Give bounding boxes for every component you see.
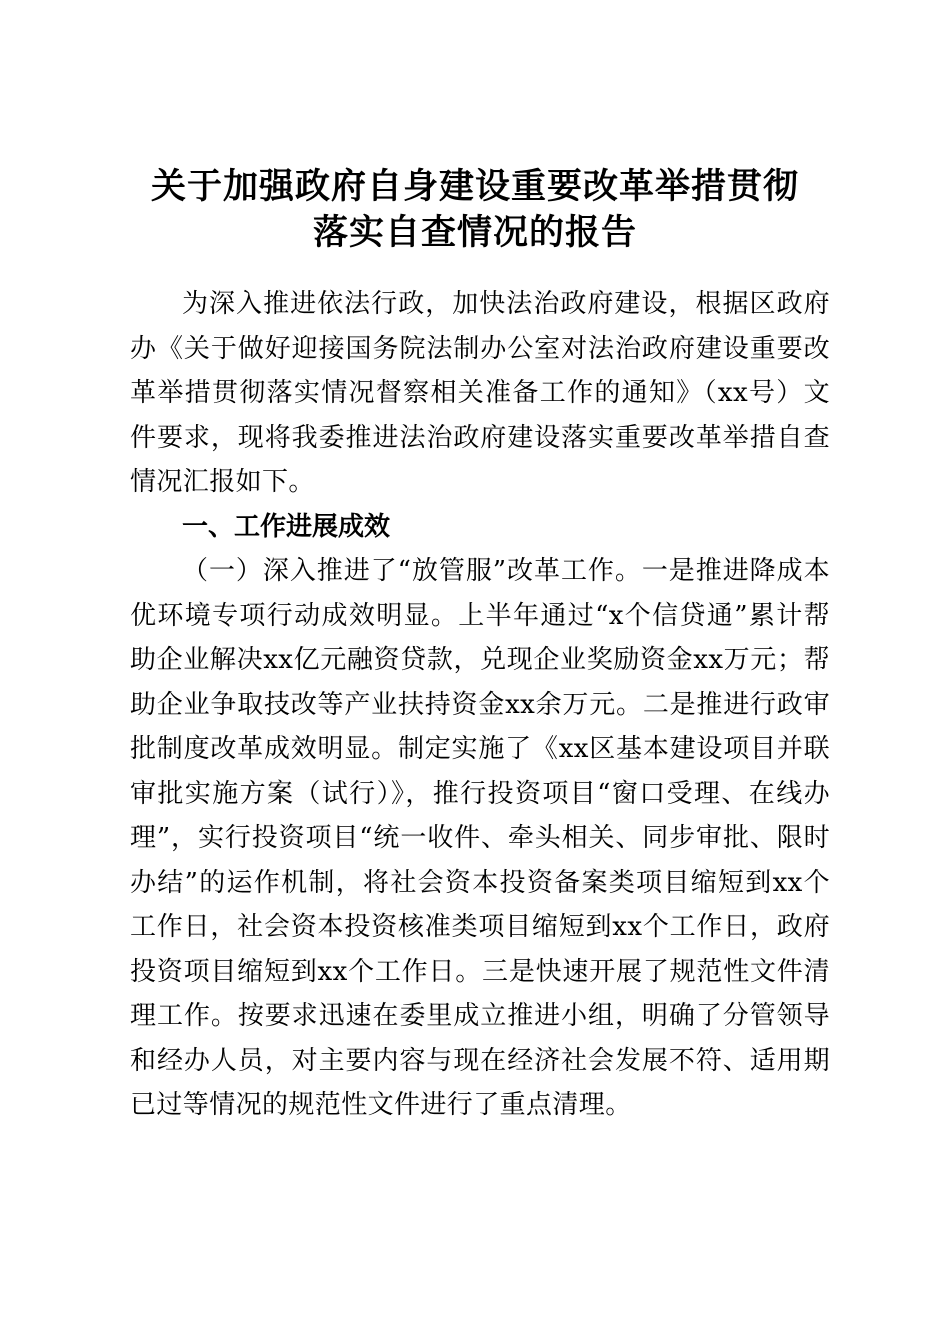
- body-paragraph: （一）深入推进了“放管服”改革工作。一是推进降成本优环境专项行动成效明显。上半年通过“x个信贷通”累计帮助企业解决xx亿元融资贷款，兑现企业奖励资金xx万元；帮助企业争取技改等产业扶持资金xx余万元。二是推进行政审批制度改革成效明显。制定实施了《xx区基本建设项目并联审批实施方案（试行）》，推行投资项目“窗口受理、在线办理”，实行投资项目“统一收件、牵头相关、同步审批、限时办结”的运作机制，将社会资本投资备案类项目缩短到xx个工作日，社会资本投资核准类项目缩短到xx个工作日，政府投资项目缩短到xx个工作日。三是快速开展了规范性文件清理工作。按要求迅速在委里成立推进小组，明确了分管领导和经办人员，对主要内容与现在经济社会发展不符、适用期已过等情况的规范性文件进行了重点清理。: [130, 556, 830, 1120]
- section-heading: 一、工作进展成效: [182, 511, 391, 542]
- intro-paragraph: 为深入推进依法行政，加快法治政府建设，根据区政府办《关于做好迎接国务院法制办公室对法治政府建设重要改革举措贯彻落实情况督察相关准备工作的通知》（xx号）文件要求，现将我委推进法治政府建设落实重要改革举措自查情况汇报如下。: [130, 289, 830, 497]
- document-title: [120, 164, 830, 256]
- document-body: [130, 282, 830, 1128]
- title-line-2: 落实自查情况的报告: [312, 213, 637, 253]
- title-line-1: 关于加强政府自身建设重要改革举措贯彻: [150, 167, 799, 207]
